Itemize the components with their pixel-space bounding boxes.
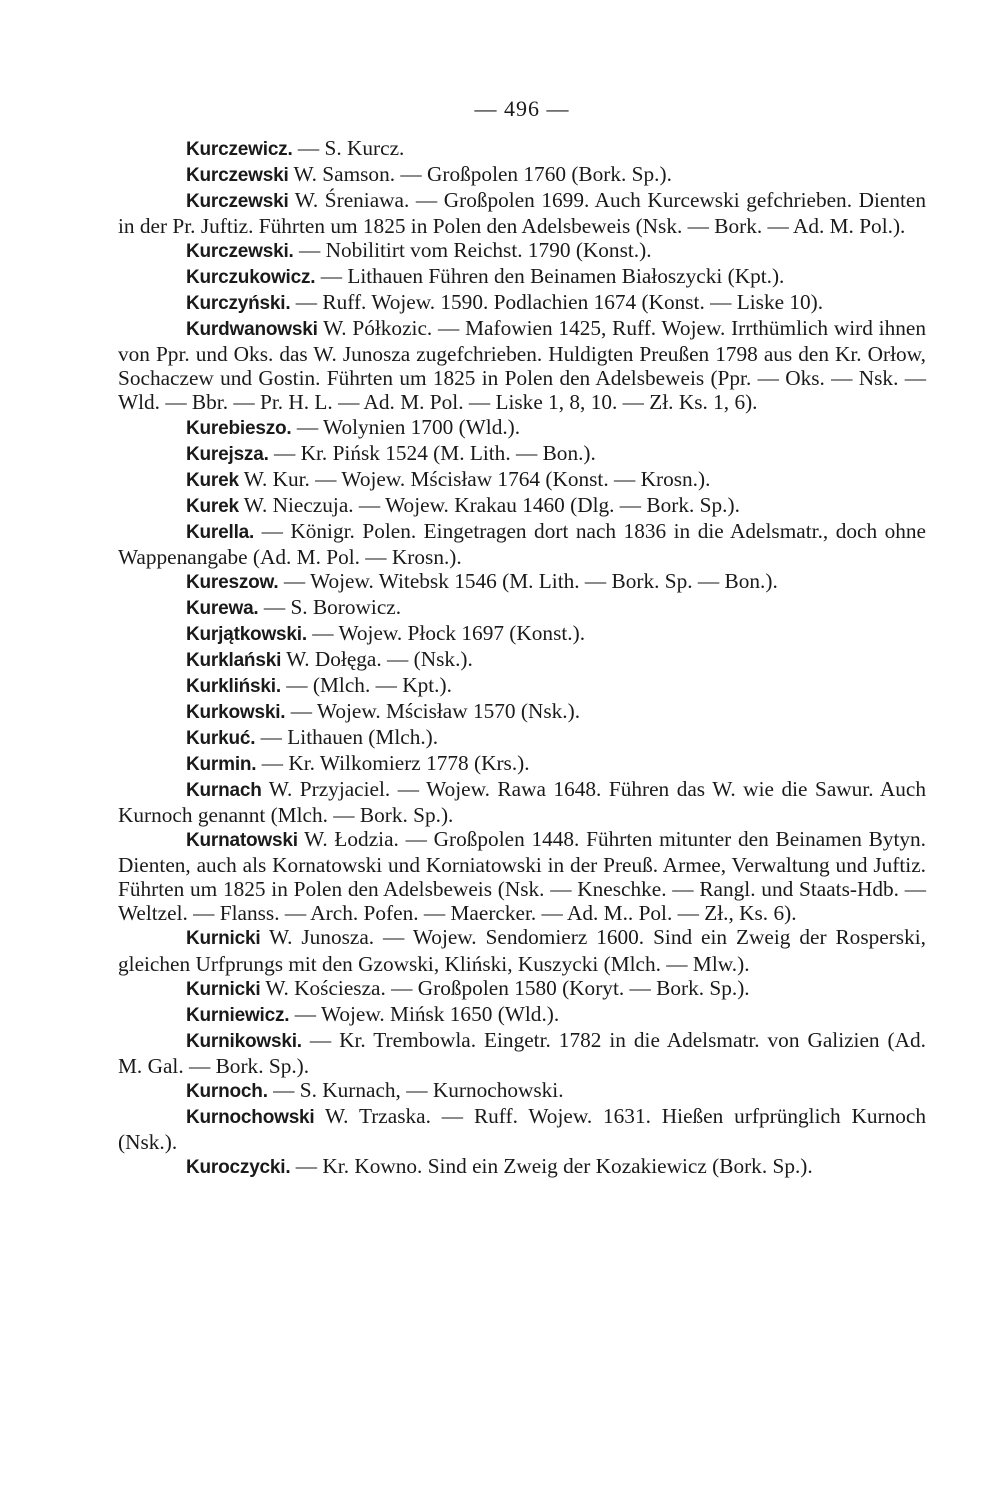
entry-surname: Kurczyński. bbox=[186, 293, 291, 315]
entry bbox=[118, 673, 926, 699]
entry-text: W. Kur. — Wojew. Mścisław 1764 (Konst. — Krosn.). bbox=[238, 466, 711, 491]
entry-text: — Kr. Trembowla. Eingetr. 1782 in die Adelsmatr. von Galizien (Ad. M. Gal. — Bork. Sp.). bbox=[118, 1027, 926, 1078]
entry-text: — S. Borowicz. bbox=[258, 594, 402, 619]
entry-surname: Kurczewski. bbox=[186, 241, 294, 263]
entry-surname: Kurjątkowski. bbox=[186, 623, 307, 645]
entry bbox=[118, 1104, 926, 1154]
entry-text: W. Półkozic. — Mafowien 1425, Ruff. Wojew. Irrthümlich wird ihnen von Ppr. und Oks. das W. Junosza zugefchrieben. Huldigten Preußen 1798 aus den Kr. Orłow, Sochaczew und Gostin. Führten um 1825 in Polen den Adelsbeweis (Ppr. — Oks. — Nsk. — Wld. — Bbr. — Pr. H. L. — Ad. M. Pol. — Liske 1, 8, 10. — Zł. Ks. 1, 6). bbox=[118, 316, 926, 415]
entry-text: — Ruff. Wojew. 1590. Podlachien 1674 (Konst. — Liske 10). bbox=[290, 290, 824, 315]
entry-text: — Wojew. Mińsk 1650 (Wld.). bbox=[289, 1001, 560, 1026]
entry bbox=[118, 827, 926, 925]
entry bbox=[118, 569, 926, 595]
entry bbox=[118, 1002, 926, 1028]
entry bbox=[118, 415, 926, 441]
entry-surname: Kurniewicz. bbox=[186, 1004, 290, 1026]
entry-text: — Wojew. Płock 1697 (Konst.). bbox=[306, 620, 586, 645]
entry bbox=[118, 725, 926, 751]
entry-text: — Kr. Wilkomierz 1778 (Krs.). bbox=[256, 751, 530, 776]
entry-surname: Kurejsza. bbox=[186, 443, 269, 465]
entry bbox=[118, 188, 926, 238]
entry bbox=[118, 751, 926, 777]
entry-text: — Kr. Kowno. Sind ein Zweig der Kozakiewicz (Bork. Sp.). bbox=[290, 1153, 813, 1178]
entry-text: W. Dołęga. — (Nsk.). bbox=[281, 646, 473, 671]
entry-text: — S. Kurnach, — Kurnochowski. bbox=[267, 1077, 564, 1102]
entry bbox=[118, 621, 926, 647]
entry-surname: Kurczewski bbox=[186, 191, 289, 213]
entry-surname: Kurnicki bbox=[186, 978, 261, 1000]
entry-surname: Kurkowski. bbox=[186, 702, 286, 724]
entry-surname: Kurek bbox=[186, 495, 239, 517]
entry-surname: Kurewa. bbox=[186, 597, 259, 619]
entry-surname: Kurczukowicz. bbox=[186, 267, 316, 289]
entry-text: W. Łodzia. — Großpolen 1448. Führten mitunter den Beinamen Bytyn. Dienten, auch als Kornatowski und Korniatowski in der Preuß. Armee, Verwaltung und Juftiz. Führten um 1825 in Polen den Adelsbeweis (Nsk. — Kneschke. — Rangl. und Staats-Hdb. — Weltzel. — Flanss. — Arch. Pofen. — Maercker. — Ad. M.. Pol. — Zł., Ks. 6). bbox=[118, 827, 926, 926]
entry-surname: Kurebieszo. bbox=[186, 417, 292, 439]
entry-surname: Kurdwanowski bbox=[186, 319, 318, 341]
entry-text: — Nobilitirt vom Reichst. 1790 (Konst.). bbox=[293, 238, 652, 263]
entry bbox=[118, 316, 926, 414]
entry bbox=[118, 264, 926, 290]
entry-text: W. Trzaska. — Ruff. Wojew. 1631. Hießen urfprünglich Kurnoch (Nsk.). bbox=[118, 1103, 926, 1154]
entry-surname: Kurella. bbox=[186, 521, 255, 543]
entry-surname: Kurek bbox=[186, 469, 239, 491]
entry-text: W. Samson. — Großpolen 1760 (Bork. Sp.). bbox=[288, 162, 672, 187]
entry-surname: Kurkuć. bbox=[186, 728, 256, 750]
entry-text: — Lithauen Führen den Beinamen Białoszycki (Kpt.). bbox=[315, 264, 785, 289]
entry-surname: Kurnoch. bbox=[186, 1080, 268, 1102]
entry-text: W. Przyjaciel. — Wojew. Rawa 1648. Führen das W. wie die Sawur. Auch Kurnoch genannt (Mlch. — Bork. Sp.). bbox=[118, 777, 926, 828]
page-number: — 496 — bbox=[474, 96, 570, 121]
entry bbox=[118, 925, 926, 975]
entry-surname: Kurczewicz. bbox=[186, 139, 293, 160]
entry-text: — Wojew. Witebsk 1546 (M. Lith. — Bork. Sp. — Bon.). bbox=[278, 568, 778, 593]
entry-text: W. Junosza. — Wojew. Sendomierz 1600. Sind ein Zweig der Rosperski, gleichen Urfprungs mit den Gzowski, Kliński, Kuszycki (Mlch. — Mlw.). bbox=[118, 925, 926, 976]
entry bbox=[118, 647, 926, 673]
entry-text: — S. Kurcz. bbox=[292, 136, 405, 160]
entry-surname: Kurnochowski bbox=[186, 1106, 315, 1128]
entry bbox=[118, 1154, 926, 1180]
document-page bbox=[118, 92, 926, 1180]
entry bbox=[118, 238, 926, 264]
entry bbox=[118, 595, 926, 621]
entry-text: — Wolynien 1700 (Wld.). bbox=[291, 414, 521, 439]
entry-text: — Wojew. Mścisław 1570 (Nsk.). bbox=[285, 699, 581, 724]
entry bbox=[118, 699, 926, 725]
entry-list bbox=[118, 136, 926, 1180]
entry bbox=[118, 290, 926, 316]
entry-text: W. Nieczuja. — Wojew. Krakau 1460 (Dlg. — Bork. Sp.). bbox=[238, 492, 740, 517]
entry-text: W. Kościesza. — Großpolen 1580 (Koryt. — Bork. Sp.). bbox=[260, 975, 750, 1000]
entry-surname: Kurnicki bbox=[186, 928, 261, 950]
entry bbox=[118, 777, 926, 827]
entry bbox=[118, 519, 926, 569]
entry-surname: Kurnatowski bbox=[186, 830, 298, 852]
entry bbox=[118, 493, 926, 519]
entry-text: — Lithauen (Mlch.). bbox=[255, 725, 439, 750]
entry bbox=[118, 162, 926, 188]
entry-surname: Kurkliński. bbox=[186, 675, 281, 697]
entry-surname: Kurczewski bbox=[186, 165, 289, 187]
entry bbox=[118, 976, 926, 1002]
entry bbox=[118, 136, 926, 162]
entry-text: W. Śreniawa. — Großpolen 1699. Auch Kurcewski gefchrieben. Dienten in der Pr. Juftiz. Führten um 1825 in Polen den Adelsbeweis (Nsk. — Bork. — Ad. M. Pol.). bbox=[118, 188, 926, 239]
entry-surname: Kurnach bbox=[186, 780, 262, 802]
entry-text: — Kr. Pińsk 1524 (M. Lith. — Bon.). bbox=[268, 440, 596, 465]
entry bbox=[118, 1028, 926, 1078]
entry bbox=[118, 441, 926, 467]
entry-text: — Königr. Polen. Eingetragen dort nach 1836 in die Adelsmatr., doch ohne Wappenangabe (Ad. M. Pol. — Krosn.). bbox=[118, 518, 926, 569]
entry-surname: Kureszow. bbox=[186, 571, 279, 593]
entry-text: — (Mlch. — Kpt.). bbox=[280, 672, 452, 697]
entry-surname: Kurmin. bbox=[186, 754, 257, 776]
entry bbox=[118, 1078, 926, 1104]
entry-surname: Kurklański bbox=[186, 649, 282, 671]
entry-surname: Kuroczycki. bbox=[186, 1156, 291, 1178]
entry bbox=[118, 467, 926, 493]
entry-surname: Kurnikowski. bbox=[186, 1030, 302, 1052]
